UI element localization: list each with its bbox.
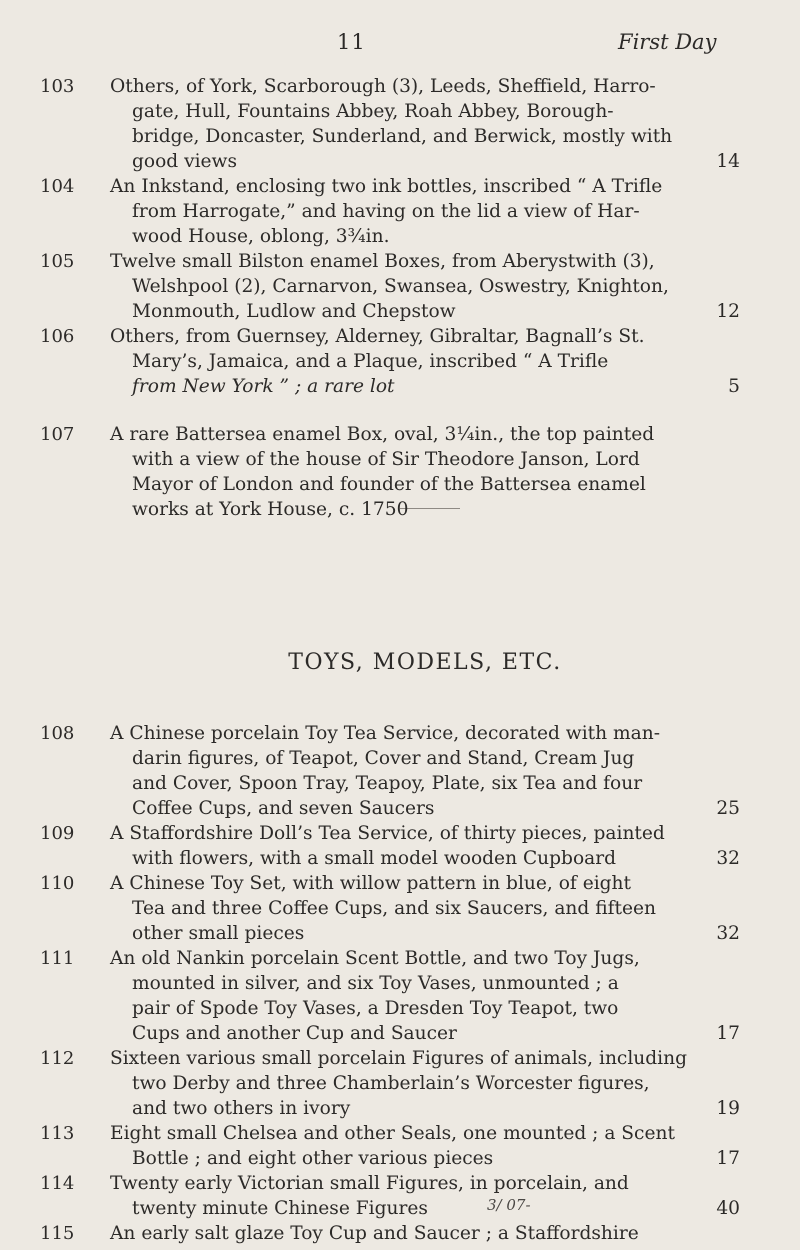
lot-price: 19 — [716, 1098, 740, 1119]
lot-number: 111 — [40, 948, 75, 969]
lot-description — [110, 422, 740, 522]
lot-line-text: Bottle ; and eight other various pieces — [132, 1148, 494, 1169]
lot-line: A Staffordshire Doll’s Tea Service, of thirty pieces, painted — [110, 823, 665, 844]
lot-line: A Chinese Toy Set, with willow pattern in blue, of eight — [110, 873, 631, 894]
lot-number: 106 — [40, 326, 75, 347]
lot-number: 105 — [40, 251, 75, 272]
lot-number: 110 — [40, 873, 75, 894]
lot-line: Eight small Chelsea and other Seals, one mounted ; a Scent — [110, 1123, 675, 1144]
lot-line-text: and two others in ivory — [132, 1098, 351, 1119]
lot-line — [110, 149, 740, 174]
lot-description — [110, 1121, 740, 1171]
lot-line: Others, of York, Scarborough (3), Leeds, Sheffield, Harro- — [110, 76, 656, 97]
lot-description — [110, 74, 740, 174]
lot-price: 14 — [716, 151, 740, 172]
lot-line-text: from New York ” ; a rare lot — [132, 376, 395, 397]
lot-line: An early salt glaze Toy Cup and Saucer ; a Staffordshire — [110, 1223, 639, 1244]
lot-price: 12 — [716, 301, 740, 322]
lot-description — [110, 946, 740, 1046]
lot-description — [110, 1046, 740, 1121]
lot-description — [110, 324, 740, 399]
lot-line: pair of Spode Toy Vases, a Dresden Toy Teapot, two — [132, 998, 619, 1019]
lot-number: 115 — [40, 1223, 75, 1244]
lot-line — [110, 1196, 740, 1221]
lot-number: 113 — [40, 1123, 75, 1144]
lot-line-text: twenty minute Chinese Figures — [132, 1198, 428, 1219]
lot-number: 108 — [40, 723, 75, 744]
lot-line — [110, 374, 740, 399]
lot-line: two Derby and three Chamberlain’s Worcester figures, — [132, 1073, 650, 1094]
lot-number: 109 — [40, 823, 75, 844]
lot-description — [110, 871, 740, 946]
lot-line — [110, 1146, 740, 1171]
running-head — [0, 30, 800, 60]
lot-line-text: good views — [132, 151, 238, 172]
lot-description — [110, 1171, 740, 1221]
lot-line: A rare Battersea enamel Box, oval, 3¼in., the top painted — [110, 424, 655, 445]
lot-line-text: other small pieces — [132, 923, 305, 944]
lot-line: darin figures, of Teapot, Cover and Stand, Cream Jug — [132, 748, 635, 769]
lot-line: Twelve small Bilston enamel Boxes, from Aberystwith (3), — [110, 251, 655, 272]
lot-line: with a view of the house of Sir Theodore Janson, Lord — [132, 449, 640, 470]
lot-line — [110, 1096, 740, 1121]
lot-description — [110, 174, 740, 249]
lot-price: 17 — [716, 1148, 740, 1169]
lot-line: Welshpool (2), Carnarvon, Swansea, Oswestry, Knighton, — [132, 276, 669, 297]
lot-line-text: Cups and another Cup and Saucer — [132, 1023, 457, 1044]
lot-price: 32 — [716, 923, 740, 944]
lot-line: Twenty early Victorian small Figures, in porcelain, and — [110, 1173, 629, 1194]
lot-line — [110, 1021, 740, 1046]
lot-price: 32 — [716, 848, 740, 869]
lot-line-text: with flowers, with a small model wooden Cupboard — [132, 848, 617, 869]
lot-line: Mayor of London and founder of the Battersea enamel — [132, 474, 646, 495]
lot-line: from Harrogate,” and having on the lid a view of Har- — [132, 201, 640, 222]
page-title: First Day — [618, 30, 717, 54]
lot-line — [110, 299, 740, 324]
lot-line: Tea and three Coffee Cups, and six Saucers, and fifteen — [132, 898, 656, 919]
lot-line: A Chinese porcelain Toy Tea Service, decorated with man- — [110, 723, 661, 744]
lot-line: An old Nankin porcelain Scent Bottle, and two Toy Jugs, — [110, 948, 640, 969]
lot-line: Sixteen various small porcelain Figures of animals, including — [110, 1048, 687, 1069]
lot-line: Mary’s, Jamaica, and a Plaque, inscribed “ A Trifle — [132, 351, 609, 372]
lot-number: 103 — [40, 76, 75, 97]
lot-line — [110, 846, 740, 871]
lot-number: 107 — [40, 424, 75, 445]
lot-price: 25 — [716, 798, 740, 819]
lot-line: mounted in silver, and six Toy Vases, unmounted ; a — [132, 973, 619, 994]
lot-line: wood House, oblong, 3¾in. — [132, 226, 390, 247]
lot-description — [110, 821, 740, 871]
lot-number: 104 — [40, 176, 75, 197]
lot-line-text: Monmouth, Ludlow and Chepstow — [132, 301, 456, 322]
lot-line: bridge, Doncaster, Sunderland, and Berwick, mostly with — [132, 126, 673, 147]
lot-line: gate, Hull, Fountains Abbey, Roah Abbey, Borough- — [132, 101, 614, 122]
lot-line — [110, 921, 740, 946]
lot-line: An Inkstand, enclosing two ink bottles, inscribed “ A Trifle — [110, 176, 663, 197]
lot-line: and Cover, Spoon Tray, Teapoy, Plate, six Tea and four — [132, 773, 643, 794]
lot-description — [110, 249, 740, 324]
lot-line: Others, from Guernsey, Alderney, Gibraltar, Bagnall’s St. — [110, 326, 645, 347]
lot-number: 112 — [40, 1048, 75, 1069]
page-number: 11 — [337, 30, 366, 54]
lot-description — [110, 1221, 740, 1246]
lot-description — [110, 721, 740, 821]
lot-line — [110, 796, 740, 821]
handwritten-annotation: 3/ 07- — [487, 1196, 531, 1214]
lot-line-text: Coffee Cups, and seven Saucers — [132, 798, 435, 819]
lot-number: 114 — [40, 1173, 75, 1194]
lot-price: 40 — [716, 1198, 740, 1219]
lot-price: 17 — [716, 1023, 740, 1044]
lot-price: 5 — [728, 376, 740, 397]
lot-line: works at York House, c. 1750 — [132, 499, 409, 520]
section-heading: TOYS, MODELS, ETC. — [288, 650, 562, 675]
